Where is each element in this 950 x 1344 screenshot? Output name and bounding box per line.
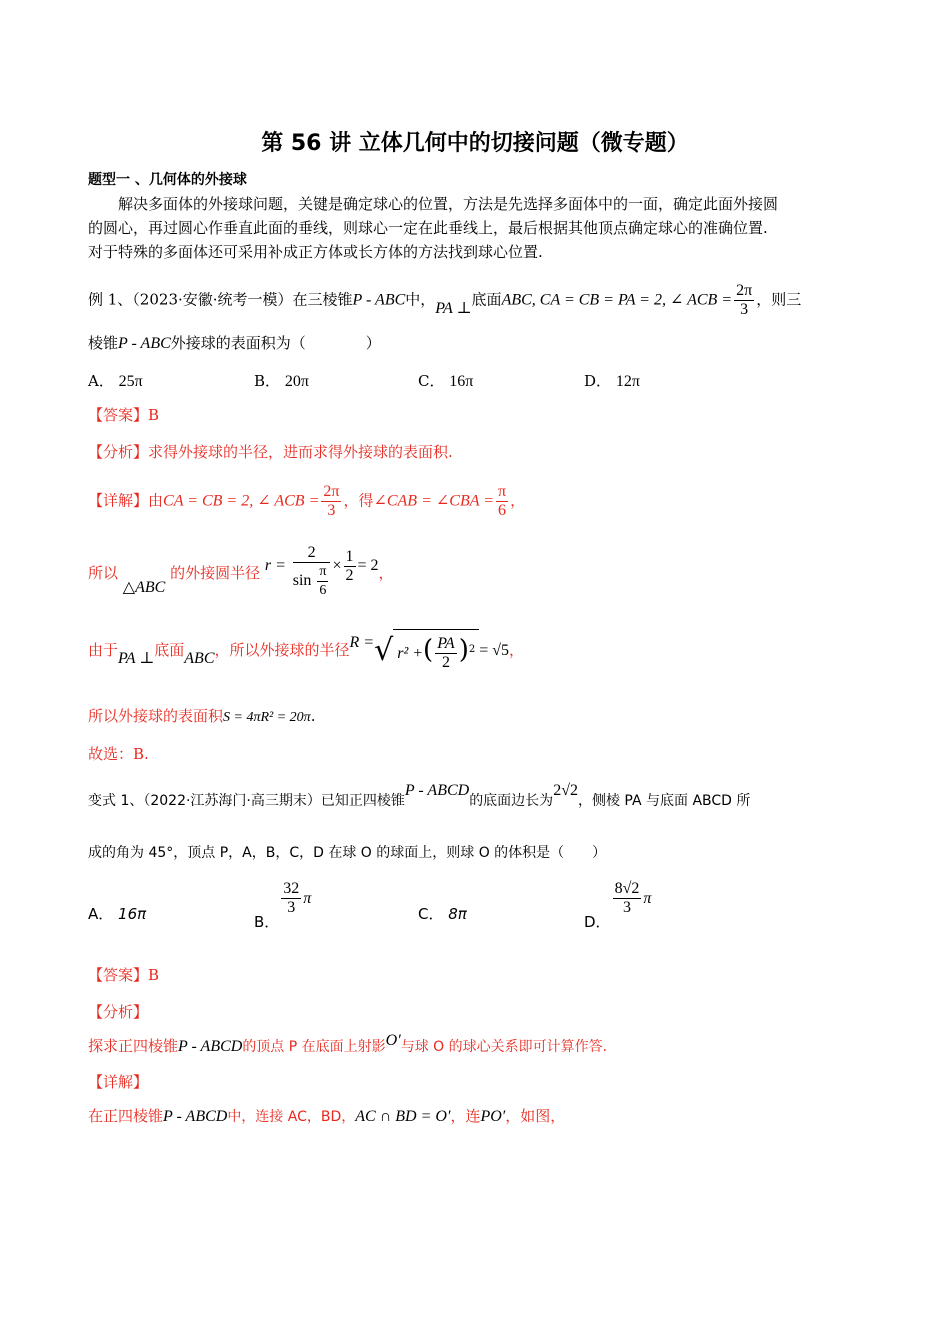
detail3-pa-num: PA: [437, 635, 455, 652]
option-value: 8π: [448, 905, 467, 923]
detail2-num: 2: [293, 544, 331, 563]
intro-line-3: 对于特殊的多面体还可采用补成正方体或长方体的方法找到球心位置.: [88, 243, 543, 261]
example1-fraction: [734, 282, 754, 319]
detail3-pa: PA ⊥: [118, 650, 155, 667]
example1-tail: ，则三: [756, 290, 802, 309]
variant1-line2: 成的角为 45°，顶点 P，A，B，C，D 在球 O 的球面上，则球 O 的体积是（ ）: [88, 845, 607, 861]
variant1-line1: [88, 782, 751, 811]
detail2-den: [293, 563, 331, 600]
example1-line1: [88, 282, 801, 319]
example1-choice: 故选：B.: [88, 745, 149, 763]
example1-frac-den: 3: [740, 301, 749, 318]
example1-condition: ABC, CA = CB = PA = 2, ∠ ACB =: [501, 291, 733, 309]
example1-zhong: 中，: [405, 290, 436, 309]
detail2-frac: [293, 544, 331, 600]
detail1-frac: [321, 483, 341, 520]
example1-pabc: P - ABC: [352, 291, 406, 309]
detail2-r: r =: [264, 557, 286, 574]
detail-tag: 【详解】: [88, 491, 149, 510]
option-label: D．: [584, 372, 612, 390]
variant1-detail-a: 在正四棱锥: [88, 1107, 164, 1125]
option-den: 3: [622, 899, 631, 916]
option-frac: [613, 880, 642, 917]
variant1-mid: 的底面边长为: [469, 793, 554, 809]
example1-analysis: [88, 442, 453, 462]
detail3-pa-frac: [435, 635, 456, 672]
detail2-b: 的外接圆半径: [170, 564, 261, 582]
variant1-pabcd: P - ABCD: [404, 782, 470, 799]
example1-option-c: [418, 370, 473, 391]
option-num: 8√2: [614, 880, 640, 897]
variant1-option-d: [584, 880, 652, 931]
example1-dimian: 底面: [471, 290, 502, 309]
variant1-detail: [88, 1106, 565, 1127]
example1-line2-a: 棱锥: [88, 334, 119, 352]
example1-option-d: [584, 370, 640, 391]
option-label: A．: [88, 372, 114, 390]
option-value: 12π: [615, 373, 640, 390]
option-num: 32: [283, 880, 300, 897]
detail2-sin: sin: [292, 572, 312, 590]
detail2-pi: π: [317, 563, 328, 582]
detail3-b: 底面: [154, 641, 185, 659]
example1-pa-perp: PA ⊥: [435, 299, 472, 317]
analysis-text: 求得外接球的半径，进而求得外接球的表面积.: [148, 443, 453, 461]
intro-line-1: 解决多面体的外接球问题，关键是确定球心的位置，方法是先选择多面体中的一面，确定此面外接圆: [118, 195, 779, 213]
variant1-analysis: [88, 1032, 608, 1057]
variant1-detail-tag: 【详解】: [88, 1073, 149, 1091]
intro-line-2: 的圆心，再过圆心作垂直此面的垂线，则球心一定在此垂线上，最后根据其他顶点确定球心的准确位置.: [88, 219, 768, 237]
variant1-detail-e: ，连: [450, 1107, 481, 1125]
option-label: B．: [254, 372, 281, 390]
detail1-e: ，: [510, 491, 526, 510]
variant1-analysis-tag: 【分析】: [88, 1003, 149, 1021]
option-value: 20π: [284, 373, 309, 390]
detail3-R: R =: [349, 634, 375, 651]
option-value: 16π: [449, 373, 474, 390]
detail1-frac2-den: 6: [498, 502, 507, 519]
detail2-end: ，: [378, 564, 394, 582]
detail3-sq: 2: [468, 643, 476, 655]
detail3-a: 由于: [88, 641, 119, 659]
variant1-detail-g: ，如图，: [505, 1107, 566, 1125]
variant1-analysis-e: 与球 O 的球心关系即可计算作答.: [400, 1039, 608, 1055]
detail1-a: 由: [148, 491, 164, 510]
detail1-frac2: [496, 483, 508, 520]
variant1-option-a: [88, 903, 146, 924]
option-frac: [281, 880, 301, 917]
variant1-tail: ，侧棱 PA 与底面 ABCD 所: [577, 793, 751, 809]
variant1-prefix: 变式 1、（2022·江苏海门·高三期末）已知正四棱锥: [88, 793, 405, 809]
detail1-b: CA = CB = 2, ∠ ACB =: [163, 492, 320, 510]
variant1-detail-f: PO′: [480, 1108, 506, 1125]
example1-detail-line1: [88, 483, 525, 520]
variant1-option-c: [418, 903, 467, 924]
example1-line2-b: P - ABC: [118, 335, 171, 352]
page-title: 第 56 讲 立体几何中的切接问题（微专题）: [261, 131, 689, 156]
section-heading: 题型一 、几何体的外接球: [88, 172, 247, 188]
detail1-frac-num: 2π: [323, 483, 340, 500]
detail1-frac2-num: π: [498, 483, 507, 500]
variant1-detail-d: AC ∩ BD = O′: [355, 1108, 451, 1125]
detail2-half: [344, 548, 356, 585]
example1-line2-c: 外接球的表面积为（ ）: [170, 334, 381, 352]
example1-prefix: 例 1、（2023·安徽·统考一模）在三棱锥: [88, 290, 353, 309]
example1-option-b: [254, 370, 309, 391]
sqrt-radical-icon: √: [374, 633, 394, 668]
variant1-analysis-b: P - ABCD: [178, 1038, 243, 1055]
detail2-pi-frac: [317, 563, 328, 600]
example1-detail-line4: [88, 706, 315, 728]
variant1-analysis-d: O′: [385, 1032, 401, 1049]
detail3-eq: = √5: [479, 642, 510, 659]
detail3-r2: r² +: [397, 644, 424, 662]
variant1-side: 2√2: [553, 782, 578, 799]
variant1-analysis-c: 的顶点 P 在底面上射影: [242, 1039, 386, 1055]
option-label: C．: [418, 905, 444, 923]
example1-detail-line3: [88, 628, 524, 672]
option-unit: π: [643, 890, 652, 907]
detail2-tri: △ABC: [122, 579, 166, 596]
variant1-analysis-a: 探求正四棱锥: [88, 1037, 179, 1055]
detail2-a: 所以: [88, 564, 119, 582]
paren-left-icon: (: [423, 634, 434, 665]
detail4-a: 所以外接球的表面积: [88, 707, 224, 725]
detail1-c: ，得: [343, 491, 374, 510]
variant1-answer: 【答案】B: [88, 966, 160, 984]
example1-frac-num: 2π: [736, 282, 753, 299]
option-unit: π: [303, 890, 312, 907]
detail3-radicand: [393, 629, 479, 674]
detail1-frac-den: 3: [327, 502, 336, 519]
option-label: D．: [584, 913, 611, 931]
detail3-abc: ABC: [184, 650, 215, 667]
example1-line2: [88, 333, 381, 354]
detail4-c: .: [310, 707, 316, 725]
example1-detail-line2: [88, 543, 394, 603]
detail3-end: ，: [509, 641, 525, 659]
variant1-detail-b: P - ABCD: [163, 1108, 228, 1125]
detail3-pa-den: 2: [441, 654, 450, 671]
detail3-c: ，所以外接球的半径: [214, 641, 350, 659]
paren-right-icon: ): [458, 634, 469, 665]
example1-answer: 【答案】B: [88, 406, 160, 424]
detail1-d: ∠CAB = ∠CBA =: [373, 492, 495, 510]
detail2-half-den: 2: [345, 566, 354, 584]
analysis-tag: 【分析】: [88, 443, 149, 461]
detail2-eq: = 2: [357, 557, 379, 574]
option-value: 16π: [118, 905, 147, 923]
option-label: B．: [254, 913, 280, 931]
variant1-detail-c: 中，连接 AC，BD，: [227, 1109, 356, 1125]
option-den: 3: [287, 899, 296, 916]
example1-option-a: [88, 370, 143, 391]
variant1-option-b: [254, 880, 312, 931]
option-label: C．: [418, 372, 445, 390]
detail2-times: ×: [332, 557, 342, 574]
detail4-b: S = 4πR² = 20π: [223, 710, 311, 725]
detail2-half-num: 1: [345, 547, 354, 565]
detail2-six: 6: [319, 583, 327, 598]
option-value: 25π: [118, 373, 143, 390]
option-label: A．: [88, 905, 114, 923]
